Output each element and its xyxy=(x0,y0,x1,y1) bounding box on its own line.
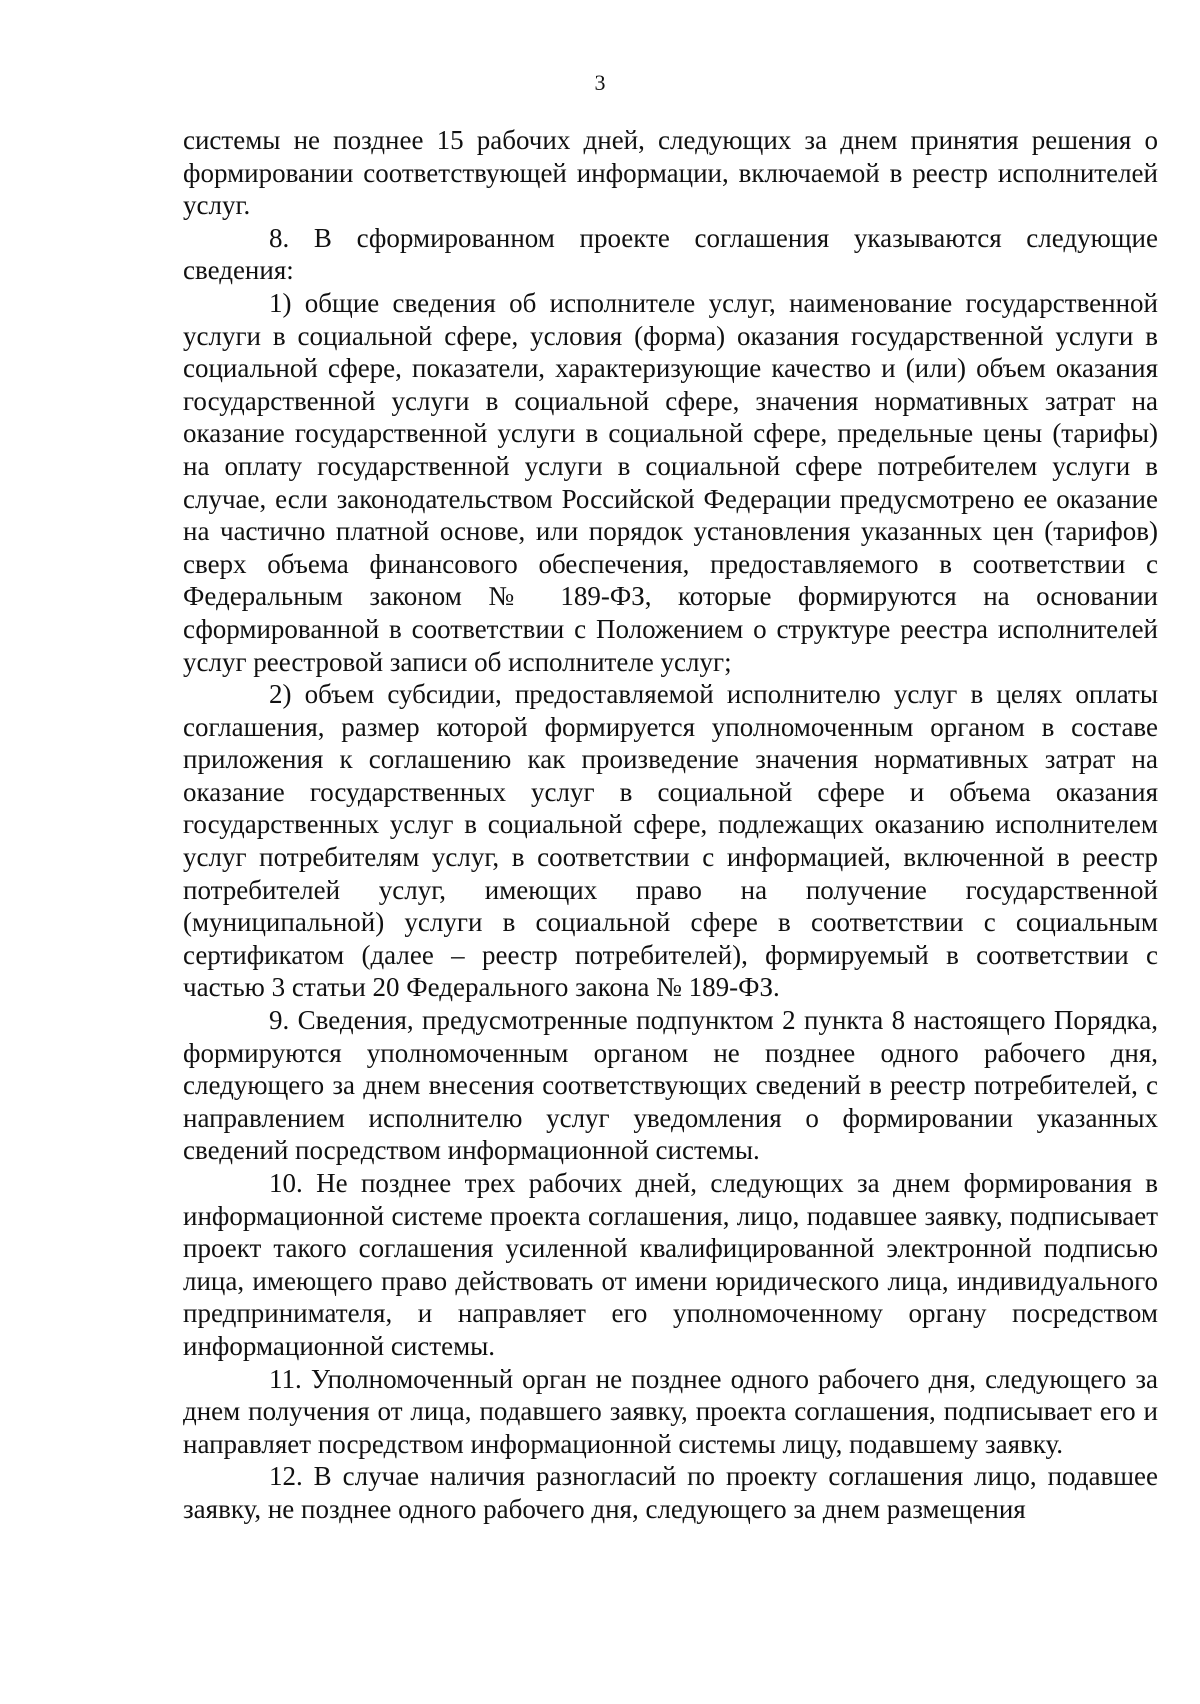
document-body xyxy=(183,124,1158,1526)
paragraph-item-11: 11. Уполномоченный орган не позднее одного рабочего дня, следующего за днем получения от лица, подавшего заявку, проекта соглашения, подписывает его и направляет посредством информационной системы лицу, подавшему заявку. xyxy=(183,1363,1158,1459)
paragraph-item-8: 8. В сформированном проекте соглашения указываются следующие сведения: xyxy=(183,222,1158,286)
paragraph-item-12: 12. В случае наличия разногласий по проекту соглашения лицо, подавшее заявку, не позднее одного рабочего дня, следующего за днем размещения xyxy=(183,1461,1158,1524)
paragraph-subitem-1: 1) общие сведения об исполнителе услуг, наименование государственной услуги в социальной сфере, условия (форма) оказания государственной услуги в социальной сфере, показатели, характеризующие качество и (или) объем оказания государственной услуги в социальной сфере, значения нормативных затрат на оказание государственной услуги в социальной сфере, предельные цены (тарифы) на оплату государственной услуги в социальной сфере потребителем услуги в случае, если законодательством Российской Федерации предусмотрено ее оказание на частично платной основе, или порядок установления указанных цен (тарифов) сверх объема финансового обеспечения, предоставляемого в соответствии с Федеральным законом № 189-ФЗ, которые формируются на основании сформированной в соответствии с Положением о структуре реестра исполнителей услуг реестровой записи об исполнителе услуг; xyxy=(183,287,1158,677)
paragraph-item-10: 10. Не позднее трех рабочих дней, следующих за днем формирования в информационной системе проекта соглашения, лицо, подавшее заявку, подписывает проект такого соглашения усиленной квалифицированной электронной подписью лица, имеющего право действовать от имени юридического лица, индивидуального предпринимателя, и направляет его уполномоченному органу посредством информационной системы. xyxy=(183,1168,1158,1361)
paragraph-continuation: системы не позднее 15 рабочих дней, следующих за днем принятия решения о формировании соответствующей информации, включаемой в реестр исполнителей услуг. xyxy=(183,125,1158,221)
paragraph-subitem-2: 2) объем субсидии, предоставляемой исполнителю услуг в целях оплаты соглашения, размер которой формируется уполномоченным органом в составе приложения к соглашению как произведение значения нормативных затрат на оказание государственных услуг в социальной сфере и объема оказания государственных услуг в социальной сфере, подлежащих оказанию исполнителем услуг потребителям услуг, в соответствии с информацией, включенной в реестр потребителей услуг, имеющих право на получение государственной (муниципальной) услуги в социальной сфере в соответствии с социальным сертификатом (далее – реестр потребителей), формируемый в соответствии с частью 3 статьи 20 Федерального закона № 189-ФЗ. xyxy=(183,679,1158,1003)
page-number: 3 xyxy=(594,70,606,95)
paragraph-item-9: 9. Сведения, предусмотренные подпунктом 2 пункта 8 настоящего Порядка, формируются уполномоченным органом не позднее одного рабочего дня, следующего за днем внесения соответствующих сведений в реестр потребителей, с направлением исполнителю услуг уведомления о формировании указанных сведений посредством информационной системы. xyxy=(183,1005,1158,1166)
